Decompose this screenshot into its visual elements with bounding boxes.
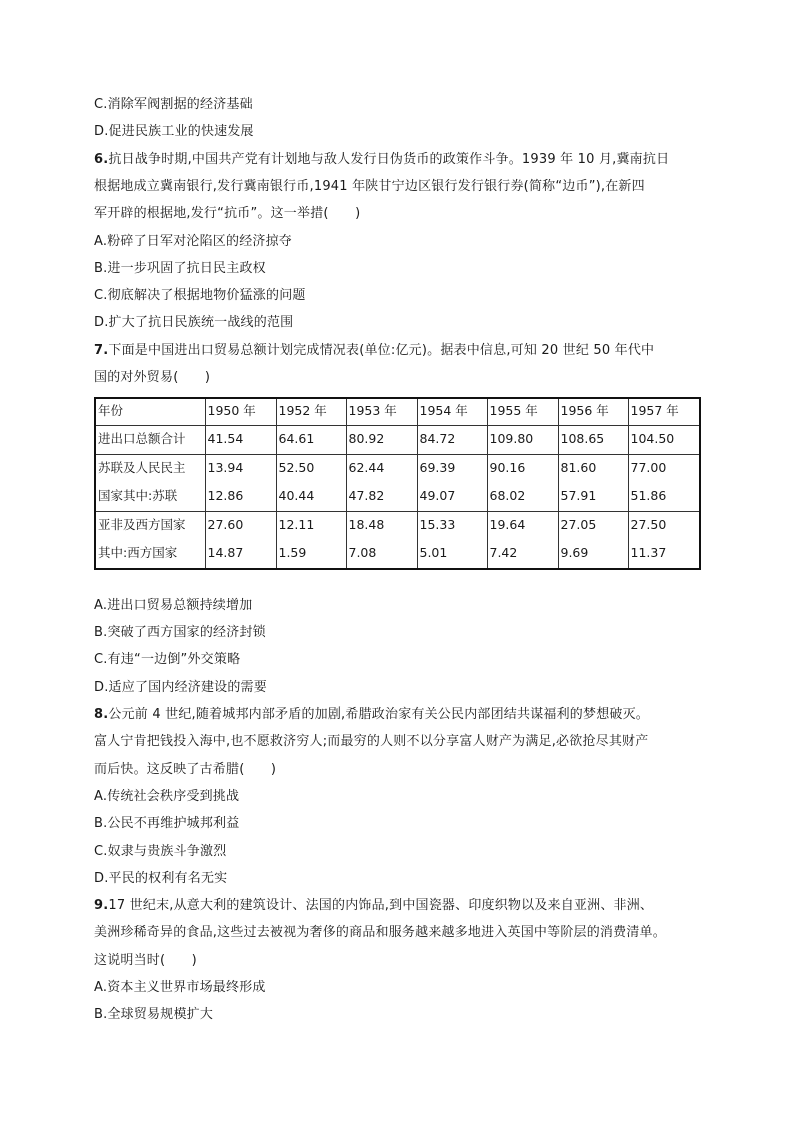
- table-cell: [276, 512, 346, 570]
- row-label: [95, 512, 205, 570]
- cell-value: 77.00: [630, 460, 667, 475]
- table-row-total: [95, 426, 700, 455]
- q7-option-b: B.突破了西方国家的经济封锁: [94, 625, 266, 640]
- q8-option-d: D.平民的权利有名无实: [94, 871, 228, 886]
- cell-value: 51.86: [630, 488, 667, 503]
- table-cell: [276, 455, 346, 512]
- q9-stem-line-3: 这说明当时( ): [94, 953, 197, 968]
- q7-stem-line-1: [94, 342, 654, 360]
- cell-value: 27.60: [207, 517, 244, 532]
- table-cell: [628, 512, 700, 570]
- header-cell: 年份: [95, 398, 205, 426]
- row-label: 进出口总额合计: [95, 426, 205, 455]
- row-label-line: 苏联及人民民主: [98, 460, 186, 475]
- cell-value: 57.91: [560, 488, 597, 503]
- q6-stem-line-3: 军开辟的根据地,发行“抗币”。这一举措( ): [94, 206, 361, 221]
- table-cell: [346, 512, 417, 570]
- q7-option-d: D.适应了国内经济建设的需要: [94, 680, 267, 695]
- table-cell: [346, 455, 417, 512]
- q6-option-a: A.粉碎了日军对沦陷区的经济掠夺: [94, 234, 292, 249]
- table-cell: [628, 455, 700, 512]
- table-row-soviet: [95, 455, 700, 512]
- q7-stem-text-1: 下面是中国进出口贸易总额计划完成情况表(单位:亿元)。据表中信息,可知 20 世纪 50 年代中: [108, 343, 655, 358]
- cell-value: 5.01: [419, 545, 448, 560]
- q9-option-a: A.资本主义世界市场最终形成: [94, 980, 266, 995]
- cell-value: 52.50: [278, 460, 315, 475]
- cell-value: 47.82: [348, 488, 385, 503]
- table-cell: 104.50: [628, 426, 700, 455]
- cell-value: 13.94: [207, 460, 244, 475]
- q7-stem-line-2: 国的对外贸易( ): [94, 370, 211, 385]
- q5-option-c: C.消除军阀割据的经济基础: [94, 97, 253, 112]
- q8-stem-line-1: [94, 706, 649, 724]
- q6-stem-line-1: [94, 151, 669, 169]
- q9-stem-line-1: [94, 897, 653, 915]
- row-label-line: 亚非及西方国家: [98, 517, 186, 532]
- q8-number: 8.: [94, 707, 109, 722]
- header-cell: 1952 年: [276, 398, 346, 426]
- q6-option-c: C.彻底解决了根据地物价猛涨的问题: [94, 288, 306, 303]
- q6-option-b: B.进一步巩固了抗日民主政权: [94, 261, 266, 276]
- table-cell: 109.80: [487, 426, 558, 455]
- q7-option-c: C.有违“一边倒”外交策略: [94, 652, 241, 667]
- q6-stem-text-1: 抗日战争时期,中国共产党有计划地与敌人发行日伪货币的政策作斗争。1939 年 10 月,冀南抗日: [108, 152, 670, 167]
- table-cell: 84.72: [417, 426, 487, 455]
- cell-value: 18.48: [348, 517, 385, 532]
- row-label-line: 其中:西方国家: [98, 545, 178, 560]
- table-cell: [417, 512, 487, 570]
- cell-value: 27.05: [560, 517, 597, 532]
- header-cell: 1957 年: [628, 398, 700, 426]
- cell-value: 9.69: [560, 545, 589, 560]
- table-cell: [487, 455, 558, 512]
- cell-value: 14.87: [207, 545, 244, 560]
- q6-stem-line-2: 根据地成立冀南银行,发行冀南银行币,1941 年陕甘宁边区银行发行银行券(简称“边币”),在新四: [94, 179, 645, 194]
- q8-stem-text-1: 公元前 4 世纪,随着城邦内部矛盾的加剧,希腊政治家有关公民内部团结共谋福利的梦想破灭。: [108, 707, 649, 722]
- cell-value: 7.42: [489, 545, 518, 560]
- table-header-row: [95, 398, 700, 426]
- table-cell: 80.92: [346, 426, 417, 455]
- trade-table: [94, 397, 701, 570]
- table-row-west: [95, 512, 700, 570]
- cell-value: 12.11: [278, 517, 315, 532]
- table-cell: 108.65: [558, 426, 628, 455]
- q8-stem-line-3: 而后快。这反映了古希腊( ): [94, 762, 277, 777]
- cell-value: 1.59: [278, 545, 307, 560]
- cell-value: 19.64: [489, 517, 526, 532]
- cell-value: 62.44: [348, 460, 385, 475]
- q8-option-a: A.传统社会秩序受到挑战: [94, 789, 240, 804]
- header-cell: 1955 年: [487, 398, 558, 426]
- q9-stem-line-2: 美洲珍稀奇异的食品,这些过去被视为奢侈的商品和服务越来越多地进入英国中等阶层的消费清单。: [94, 925, 666, 940]
- q9-stem-text-1: 17 世纪末,从意大利的建筑设计、法国的内饰品,到中国瓷器、印度织物以及来自亚洲、非洲、: [108, 898, 654, 913]
- cell-value: 90.16: [489, 460, 526, 475]
- cell-value: 11.37: [630, 545, 667, 560]
- q8-option-c: C.奴隶与贵族斗争激烈: [94, 844, 227, 859]
- cell-value: 7.08: [348, 545, 377, 560]
- table-cell: [558, 512, 628, 570]
- q6-option-d: D.扩大了抗日民族统一战线的范围: [94, 315, 294, 330]
- cell-value: 81.60: [560, 460, 597, 475]
- header-cell: 1953 年: [346, 398, 417, 426]
- row-label: [95, 455, 205, 512]
- q7-number: 7.: [94, 343, 109, 358]
- q8-stem-line-2: 富人宁肯把钱投入海中,也不愿救济穷人;而最穷的人则不以分享富人财产为满足,必欲抢尽其财产: [94, 734, 649, 749]
- header-cell: 1950 年: [205, 398, 276, 426]
- q8-option-b: B.公民不再维护城邦利益: [94, 816, 240, 831]
- table-cell: [558, 455, 628, 512]
- header-cell: 1954 年: [417, 398, 487, 426]
- table-cell: 64.61: [276, 426, 346, 455]
- table-cell: [205, 455, 276, 512]
- q5-option-d: D.促进民族工业的快速发展: [94, 124, 254, 139]
- cell-value: 40.44: [278, 488, 315, 503]
- cell-value: 27.50: [630, 517, 667, 532]
- cell-value: 15.33: [419, 517, 456, 532]
- table-cell: [205, 512, 276, 570]
- q6-number: 6.: [94, 152, 109, 167]
- table-cell: [487, 512, 558, 570]
- cell-value: 49.07: [419, 488, 456, 503]
- q9-option-b: B.全球贸易规模扩大: [94, 1007, 214, 1022]
- cell-value: 69.39: [419, 460, 456, 475]
- q7-option-a: A.进出口贸易总额持续增加: [94, 598, 253, 613]
- table-cell: 41.54: [205, 426, 276, 455]
- row-label-line: 国家其中:苏联: [98, 488, 178, 503]
- cell-value: 12.86: [207, 488, 244, 503]
- header-cell: 1956 年: [558, 398, 628, 426]
- table-cell: [417, 455, 487, 512]
- q9-number: 9.: [94, 898, 109, 913]
- cell-value: 68.02: [489, 488, 526, 503]
